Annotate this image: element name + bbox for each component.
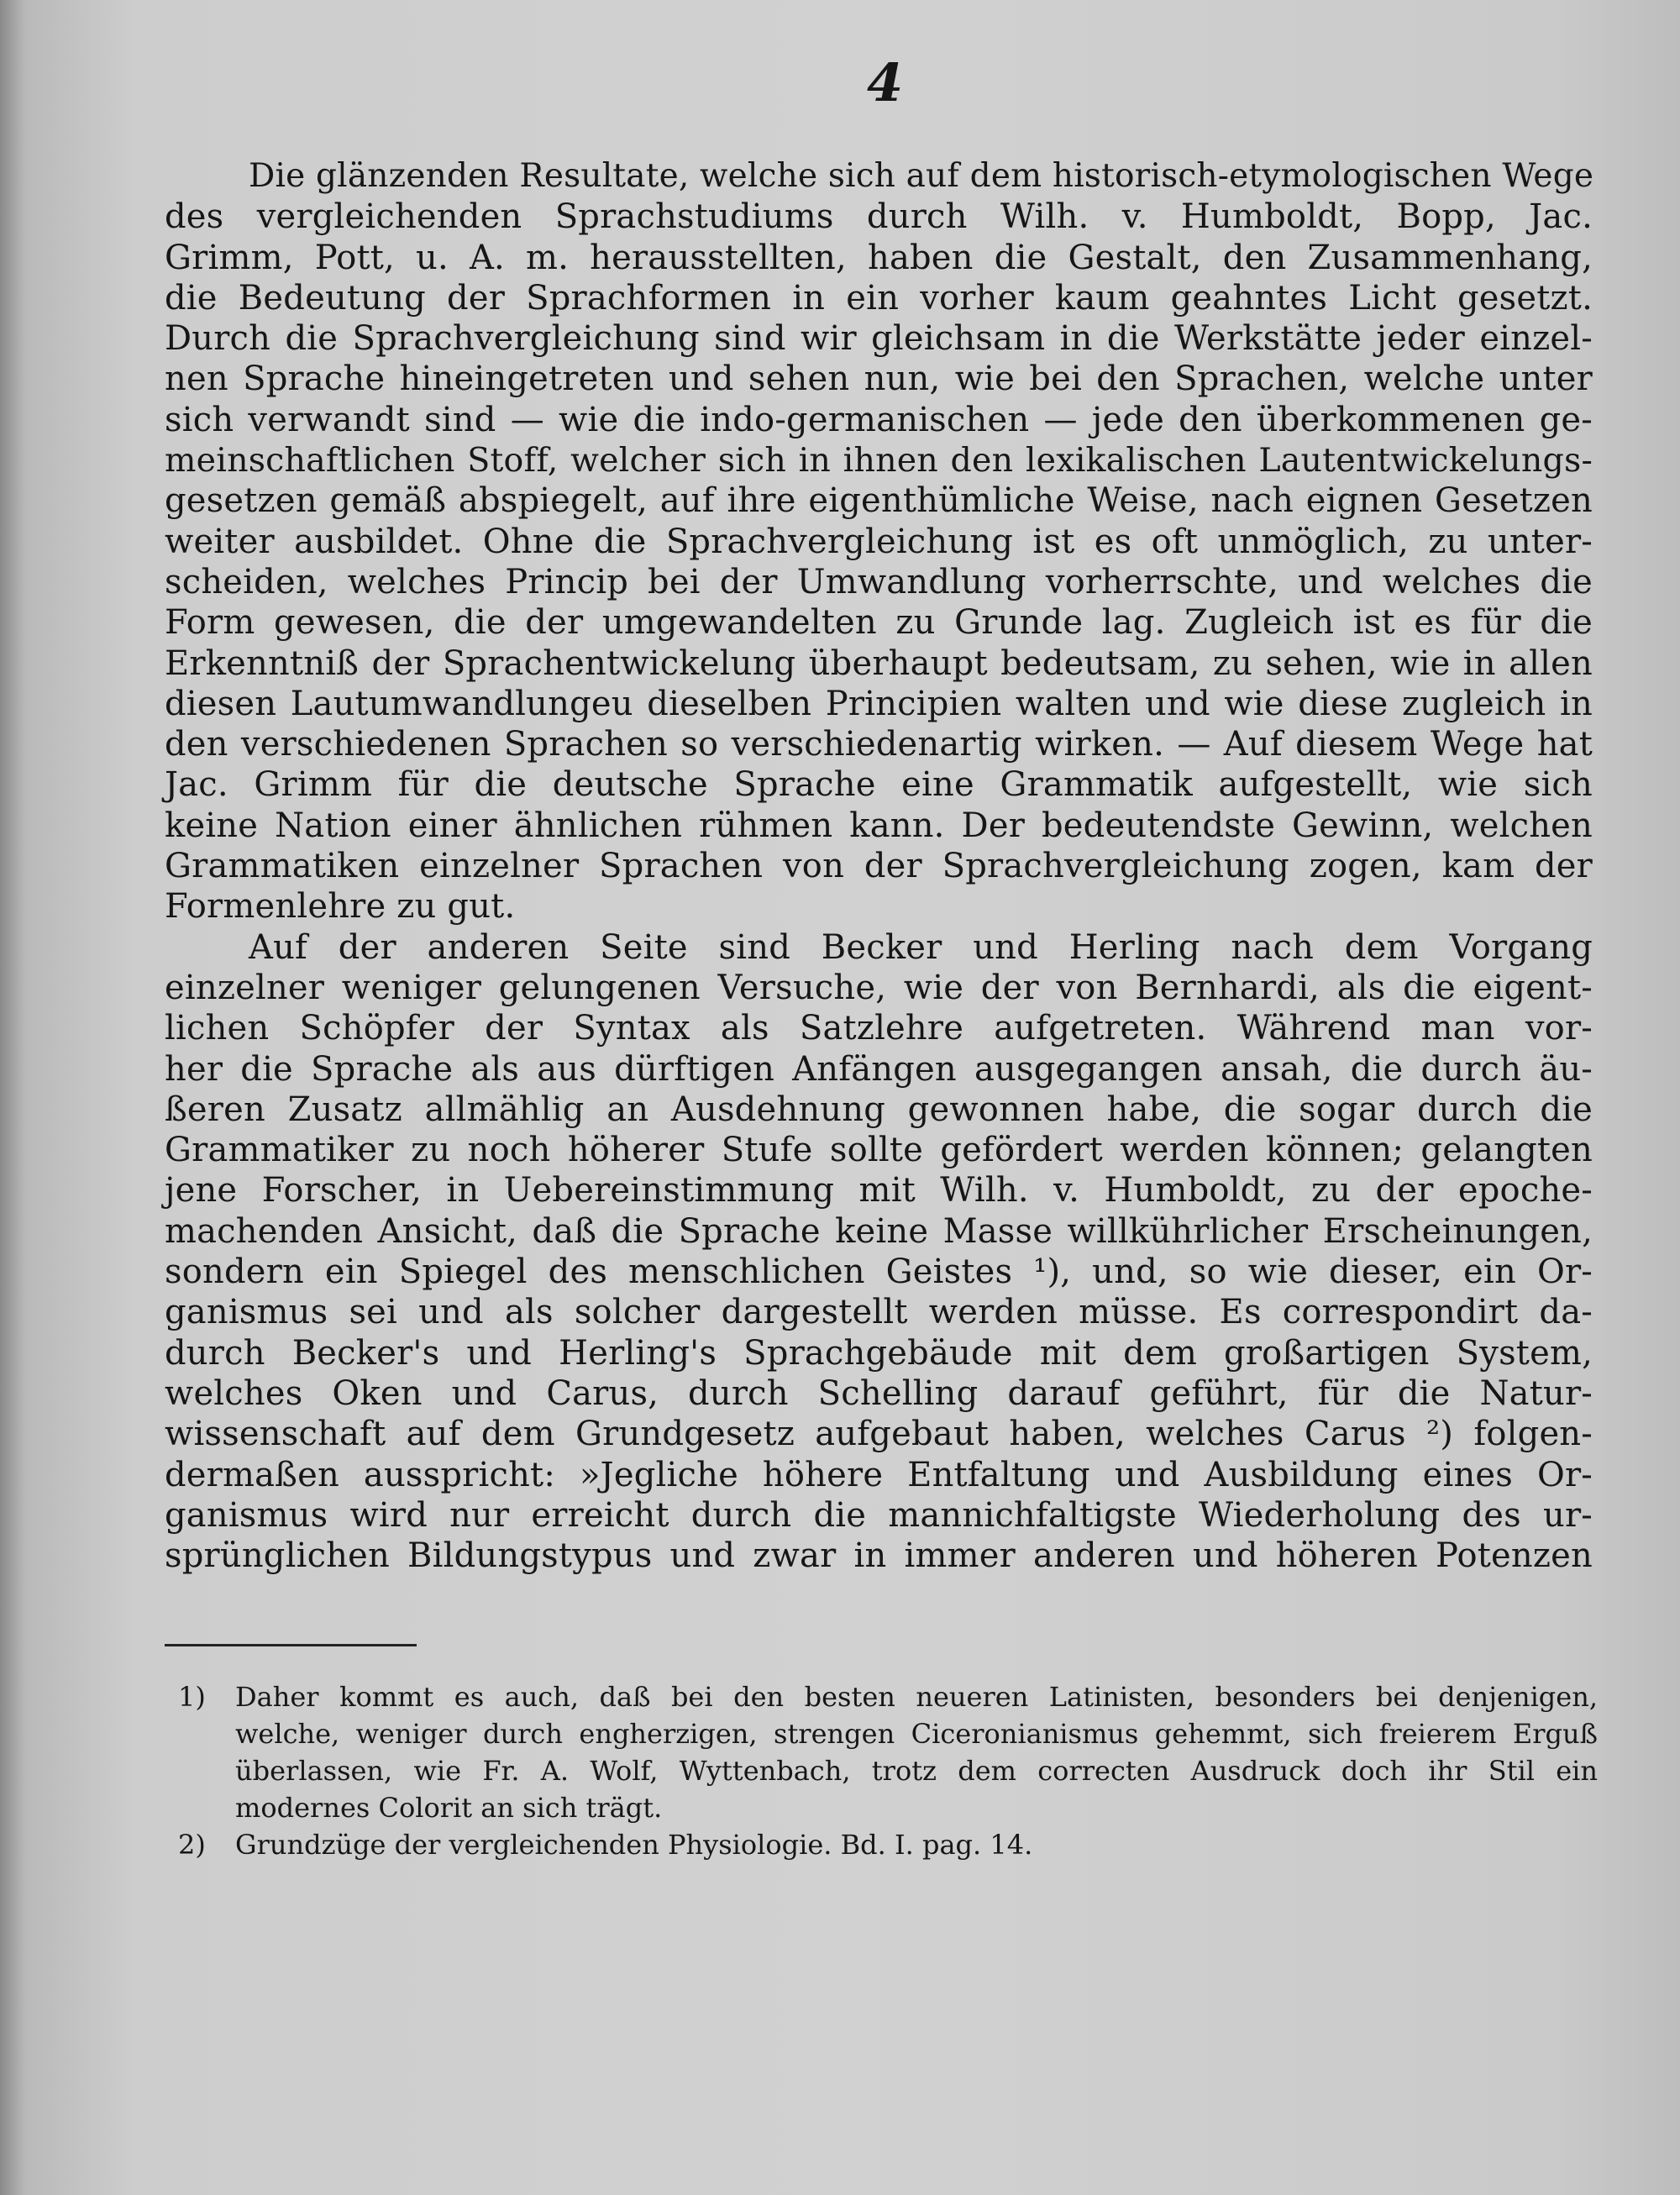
text-line: machenden Ansicht, daß die Sprache keine Masse willkührlicher Erscheinungen, — [165, 1211, 1593, 1251]
text-line: durch Becker's und Herling's Sprachgebäude mit dem großartigen System, — [165, 1333, 1593, 1373]
text-line: sich verwandt sind — wie die indo-germanischen — jede den überkommenen ge- — [165, 400, 1593, 439]
footnote-text: Daher kommt es auch, daß bei den besten neueren Latinisten, besonders bei denjenigen, — [235, 1681, 1598, 1713]
text-line: Die glänzenden Resultate, welche sich auf dem historisch-etymologischen Wege — [249, 157, 1594, 195]
text-line: Auf der anderen Seite sind Becker und Herling nach dem Vorgang — [249, 927, 1593, 967]
footnote-text: Grundzüge der vergleichenden Physiologie. Bd. I. pag. 14. — [235, 1829, 1033, 1861]
footnote-number: 2) — [178, 1829, 206, 1861]
text-line: Grammatiken einzelner Sprachen von der Sprachvergleichung zogen, kam der — [165, 847, 1593, 886]
body-text — [165, 156, 1593, 1576]
page-number: 4 — [867, 52, 904, 113]
footnote-text: welche, weniger durch engherzigen, strengen Ciceronianismus gehemmt, sich freierem Erguß — [235, 1718, 1598, 1750]
text-line: dermaßen ausspricht: »Jegliche höhere Entfaltung und Ausbildung eines Or- — [165, 1455, 1593, 1494]
text-line: lichen Schöpfer der Syntax als Satzlehre aufgetreten. Während man vor- — [165, 1009, 1593, 1048]
footnote-text: überlassen, wie Fr. A. Wolf, Wyttenbach, trotz dem correcten Ausdruck doch ihr Stil ein — [235, 1755, 1598, 1787]
text-line: meinschaftlichen Stoff, welcher sich in ihnen den lexikalischen Lautentwickelungs- — [165, 441, 1593, 480]
text-line: Durch die Sprachvergleichung sind wir gleichsam in die Werkstätte jeder einzel- — [165, 319, 1593, 359]
text-line: jene Forscher, in Uebereinstimmung mit Wilh. v. Humboldt, zu der epoche- — [165, 1171, 1593, 1210]
text-line: welches Oken und Carus, durch Schelling darauf geführt, für die Natur- — [165, 1373, 1593, 1413]
text-line: sprünglichen Bildungstypus und zwar in immer anderen und höheren Potenzen — [165, 1536, 1593, 1576]
footnote-text: modernes Colorit an sich trägt. — [235, 1792, 663, 1824]
footnote-separator — [165, 1644, 417, 1646]
text-line: Erkenntniß der Sprachentwickelung überhaupt bedeutsam, zu sehen, wie in allen — [165, 643, 1593, 683]
text-line: einzelner weniger gelungenen Versuche, wie der von Bernhardi, als die eigent- — [165, 968, 1593, 1007]
text-line: ganismus sei und als solcher dargestellt werden müsse. Es correspondirt da- — [165, 1293, 1593, 1332]
text-line: ganismus wird nur erreicht durch die mannichfaltigste Wiederholung des ur- — [165, 1495, 1593, 1535]
footnote-line — [178, 1752, 1598, 1789]
text-line: Jac. Grimm für die deutsche Sprache eine Grammatik aufgestellt, wie sich — [165, 765, 1593, 805]
text-line: die Bedeutung der Sprachformen in ein vorher kaum geahntes Licht gesetzt. — [165, 278, 1593, 318]
text-line: Grimm, Pott, u. A. m. herausstellten, haben die Gestalt, den Zusammenhang, — [165, 238, 1593, 277]
text-line: Formenlehre zu gut. — [165, 887, 516, 927]
footnotes — [178, 1678, 1598, 1863]
text-line: gesetzen gemäß abspiegelt, auf ihre eigenthümliche Weise, nach eignen Gesetzen — [165, 481, 1593, 521]
text-line: weiter ausbildet. Ohne die Sprachvergleichung ist es oft unmöglich, zu unter- — [165, 522, 1593, 561]
text-line: wissenschaft auf dem Grundgesetz aufgebaut haben, welches Carus ²) folgen- — [165, 1415, 1593, 1454]
text-line: des vergleichenden Sprachstudiums durch Wilh. v. Humboldt, Bopp, Jac. — [165, 197, 1593, 237]
footnote-line — [178, 1678, 1598, 1715]
text-line: sondern ein Spiegel des menschlichen Geistes ¹), und, so wie dieser, ein Or- — [165, 1252, 1593, 1292]
text-line: den verschiedenen Sprachen so verschiedenartig wirken. — Auf diesem Wege hat — [165, 725, 1593, 764]
text-line: nen Sprache hineingetreten und sehen nun, wie bei den Sprachen, welche unter — [165, 360, 1593, 399]
text-line: diesen Lautumwandlungeu dieselben Principien walten und wie diese zugleich in — [165, 684, 1593, 723]
text-line: ßeren Zusatz allmählig an Ausdehnung gewonnen habe, die sogar durch die — [165, 1090, 1593, 1129]
footnote-line — [178, 1715, 1598, 1752]
text-line: her die Sprache als aus dürftigen Anfängen ausgegangen ansah, die durch äu- — [165, 1049, 1593, 1089]
text-line: Form gewesen, die der umgewandelten zu Grunde lag. Zugleich ist es für die — [165, 603, 1593, 643]
text-line: scheiden, welches Princip bei der Umwandlung vorherrschte, und welches die — [165, 562, 1593, 601]
text-line: keine Nation einer ähnlichen rühmen kann. Der bedeutendste Gewinn, welchen — [165, 806, 1593, 845]
footnote-line — [178, 1826, 1598, 1863]
footnote-number: 1) — [178, 1681, 206, 1713]
text-line: Grammatiker zu noch höherer Stufe sollte gefördert werden können; gelangten — [165, 1131, 1593, 1170]
footnote-line — [178, 1789, 1598, 1826]
